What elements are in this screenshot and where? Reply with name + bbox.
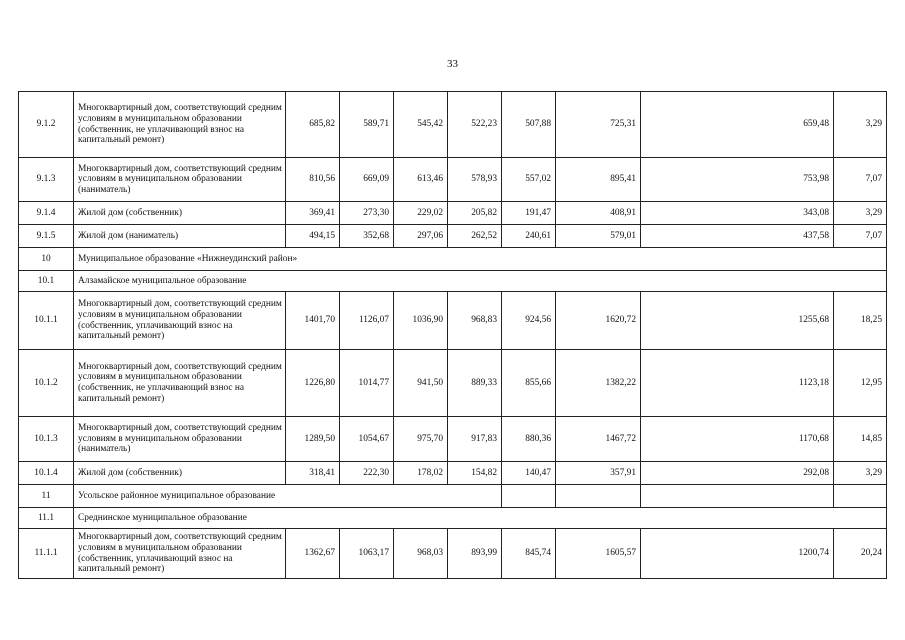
value-cell: 725,31 <box>556 92 641 158</box>
value-cell: 229,02 <box>394 202 448 225</box>
row-description: Многоквартирный дом, соответствующий средним условиям в муниципальном образовании (собственник, уплачивающий взнос на капитальный ремонт) <box>74 529 286 579</box>
value-cell: 3,29 <box>834 462 887 485</box>
value-cell: 589,71 <box>340 92 394 158</box>
value-cell: 579,01 <box>556 225 641 248</box>
value-cell: 14,85 <box>834 417 887 462</box>
table-row <box>19 92 887 158</box>
row-description: Многоквартирный дом, соответствующий средним условиям в муниципальном образовании (собственник, не уплачивающий взнос на капитальный ремонт) <box>74 350 286 417</box>
table-row <box>19 417 887 462</box>
value-cell: 1036,90 <box>394 292 448 350</box>
value-cell: 357,91 <box>556 462 641 485</box>
value-cell: 968,03 <box>394 529 448 579</box>
section-title: Муниципальное образование «Нижнеудинский район» <box>74 248 887 271</box>
value-cell: 1226,80 <box>286 350 340 417</box>
value-cell: 855,66 <box>502 350 556 417</box>
value-cell: 893,99 <box>448 529 502 579</box>
row-code: 10 <box>19 248 74 271</box>
row-description: Многоквартирный дом, соответствующий средним условиям в муниципальном образовании (наниматель) <box>74 158 286 202</box>
value-cell: 1382,22 <box>556 350 641 417</box>
value-cell: 613,46 <box>394 158 448 202</box>
section-title: Усольское районное муниципальное образование <box>74 485 502 508</box>
value-cell: 178,02 <box>394 462 448 485</box>
value-cell: 685,82 <box>286 92 340 158</box>
value-cell: 924,56 <box>502 292 556 350</box>
row-description: Многоквартирный дом, соответствующий средним условиям в муниципальном образовании (наниматель) <box>74 417 286 462</box>
value-cell: 205,82 <box>448 202 502 225</box>
table-row <box>19 271 887 292</box>
value-cell: 318,41 <box>286 462 340 485</box>
value-cell: 1014,77 <box>340 350 394 417</box>
value-cell: 1362,67 <box>286 529 340 579</box>
table-row <box>19 485 887 508</box>
value-cell: 262,52 <box>448 225 502 248</box>
row-description: Жилой дом (собственник) <box>74 202 286 225</box>
row-code: 10.1.1 <box>19 292 74 350</box>
table-row <box>19 529 887 579</box>
value-cell: 578,93 <box>448 158 502 202</box>
value-cell: 352,68 <box>340 225 394 248</box>
value-cell: 273,30 <box>340 202 394 225</box>
row-code: 9.1.4 <box>19 202 74 225</box>
value-cell: 154,82 <box>448 462 502 485</box>
table-row <box>19 462 887 485</box>
value-cell: 437,58 <box>641 225 834 248</box>
tariff-table <box>18 91 887 579</box>
row-code: 11.1 <box>19 508 74 529</box>
value-cell: 240,61 <box>502 225 556 248</box>
empty-cell <box>834 485 887 508</box>
value-cell: 1123,18 <box>641 350 834 417</box>
row-code: 10.1 <box>19 271 74 292</box>
value-cell: 1620,72 <box>556 292 641 350</box>
value-cell: 1467,72 <box>556 417 641 462</box>
value-cell: 191,47 <box>502 202 556 225</box>
value-cell: 12,95 <box>834 350 887 417</box>
value-cell: 889,33 <box>448 350 502 417</box>
value-cell: 1255,68 <box>641 292 834 350</box>
value-cell: 522,23 <box>448 92 502 158</box>
value-cell: 1170,68 <box>641 417 834 462</box>
value-cell: 3,29 <box>834 92 887 158</box>
table-row <box>19 225 887 248</box>
value-cell: 975,70 <box>394 417 448 462</box>
value-cell: 1401,70 <box>286 292 340 350</box>
table-row <box>19 202 887 225</box>
value-cell: 369,41 <box>286 202 340 225</box>
value-cell: 408,91 <box>556 202 641 225</box>
value-cell: 545,42 <box>394 92 448 158</box>
value-cell: 7,07 <box>834 225 887 248</box>
value-cell: 941,50 <box>394 350 448 417</box>
value-cell: 845,74 <box>502 529 556 579</box>
value-cell: 659,48 <box>641 92 834 158</box>
value-cell: 343,08 <box>641 202 834 225</box>
value-cell: 917,83 <box>448 417 502 462</box>
table-row <box>19 350 887 417</box>
table-row <box>19 248 887 271</box>
value-cell: 1200,74 <box>641 529 834 579</box>
value-cell: 1054,67 <box>340 417 394 462</box>
value-cell: 968,83 <box>448 292 502 350</box>
row-description: Жилой дом (собственник) <box>74 462 286 485</box>
empty-cell <box>556 485 641 508</box>
row-code: 9.1.2 <box>19 92 74 158</box>
value-cell: 1126,07 <box>340 292 394 350</box>
value-cell: 507,88 <box>502 92 556 158</box>
table-row <box>19 292 887 350</box>
empty-cell <box>502 485 556 508</box>
value-cell: 297,06 <box>394 225 448 248</box>
value-cell: 18,25 <box>834 292 887 350</box>
value-cell: 810,56 <box>286 158 340 202</box>
row-code: 11 <box>19 485 74 508</box>
row-code: 10.1.3 <box>19 417 74 462</box>
value-cell: 222,30 <box>340 462 394 485</box>
value-cell: 880,36 <box>502 417 556 462</box>
value-cell: 557,02 <box>502 158 556 202</box>
section-title: Алзамайское муниципальное образование <box>74 271 887 292</box>
value-cell: 292,08 <box>641 462 834 485</box>
page-number: 33 <box>447 58 458 70</box>
value-cell: 1063,17 <box>340 529 394 579</box>
value-cell: 20,24 <box>834 529 887 579</box>
value-cell: 1289,50 <box>286 417 340 462</box>
value-cell: 1605,57 <box>556 529 641 579</box>
value-cell: 895,41 <box>556 158 641 202</box>
row-code: 9.1.3 <box>19 158 74 202</box>
table-row <box>19 508 887 529</box>
row-description: Жилой дом (наниматель) <box>74 225 286 248</box>
value-cell: 494,15 <box>286 225 340 248</box>
section-title: Среднинское муниципальное образование <box>74 508 887 529</box>
empty-cell <box>641 485 834 508</box>
value-cell: 3,29 <box>834 202 887 225</box>
row-code: 11.1.1 <box>19 529 74 579</box>
row-description: Многоквартирный дом, соответствующий средним условиям в муниципальном образовании (собственник, не уплачивающий взнос на капитальный ремонт) <box>74 92 286 158</box>
value-cell: 7,07 <box>834 158 887 202</box>
row-code: 9.1.5 <box>19 225 74 248</box>
row-code: 10.1.2 <box>19 350 74 417</box>
table-row <box>19 158 887 202</box>
value-cell: 140,47 <box>502 462 556 485</box>
row-code: 10.1.4 <box>19 462 74 485</box>
value-cell: 753,98 <box>641 158 834 202</box>
row-description: Многоквартирный дом, соответствующий средним условиям в муниципальном образовании (собственник, уплачивающий взнос на капитальный ремонт) <box>74 292 286 350</box>
value-cell: 669,09 <box>340 158 394 202</box>
